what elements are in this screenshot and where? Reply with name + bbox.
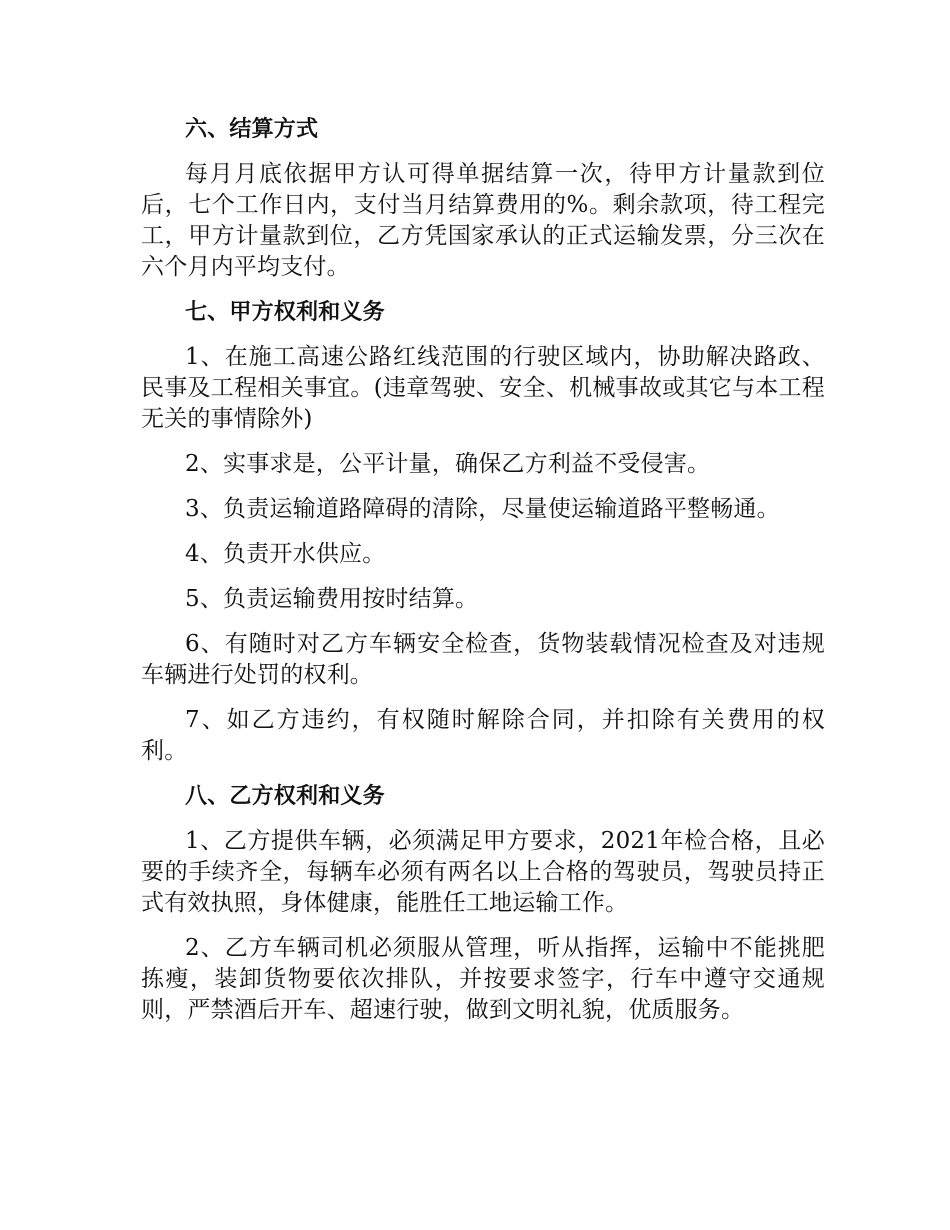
document-page xyxy=(141,108,825,1040)
paragraph: 每月月底依据甲方认可得单据结算一次，待甲方计量款到位后，七个工作日内，支付当月结算费用的%。剩余款项，待工程完工，甲方计量款到位，乙方凭国家承认的正式运输发票，分三次在六个月内平均支付。 xyxy=(141,161,825,280)
section-party-a-rights xyxy=(141,297,825,767)
section-heading: 七、甲方权利和义务 xyxy=(185,300,385,325)
paragraph: 2、乙方车辆司机必须服从管理，听从指挥，运输中不能挑肥拣瘦，装卸货物要依次排队，并按要求签字，行车中遵守交通规则，严禁酒后开车、超速行驶，做到文明礼貌，优质服务。 xyxy=(141,935,825,1023)
paragraph: 1、乙方提供车辆，必须满足甲方要求，2021年检合格，且必要的手续齐全，每辆车必须有两名以上合格的驾驶员，驾驶员持正式有效执照，身体健康，能胜任工地运输工作。 xyxy=(141,828,825,916)
paragraph: 6、有随时对乙方车辆安全检查，货物装载情况检查及对违规车辆进行处罚的权利。 xyxy=(141,631,825,688)
paragraph: 2、实事求是，公平计量，确保乙方利益不受侵害。 xyxy=(185,451,711,477)
section-heading: 八、乙方权利和义务 xyxy=(185,784,385,809)
paragraph: 4、负责开水供应。 xyxy=(185,541,386,567)
paragraph: 1、在施工高速公路红线范围的行驶区域内，协助解决路政、民事及工程相关事宜。(违章驾驶、安全、机械事故或其它与本工程无关的事情除外) xyxy=(141,344,825,432)
paragraph: 3、负责运输道路障碍的清除，尽量使运输道路平整畅通。 xyxy=(185,496,780,522)
section-heading: 六、结算方式 xyxy=(185,117,319,142)
paragraph: 5、负责运输费用按时结算。 xyxy=(185,586,479,612)
section-party-b-rights xyxy=(141,781,825,1026)
paragraph: 7、如乙方违约，有权随时解除合同，并扣除有关费用的权利。 xyxy=(141,707,825,764)
section-settlement xyxy=(141,114,825,283)
